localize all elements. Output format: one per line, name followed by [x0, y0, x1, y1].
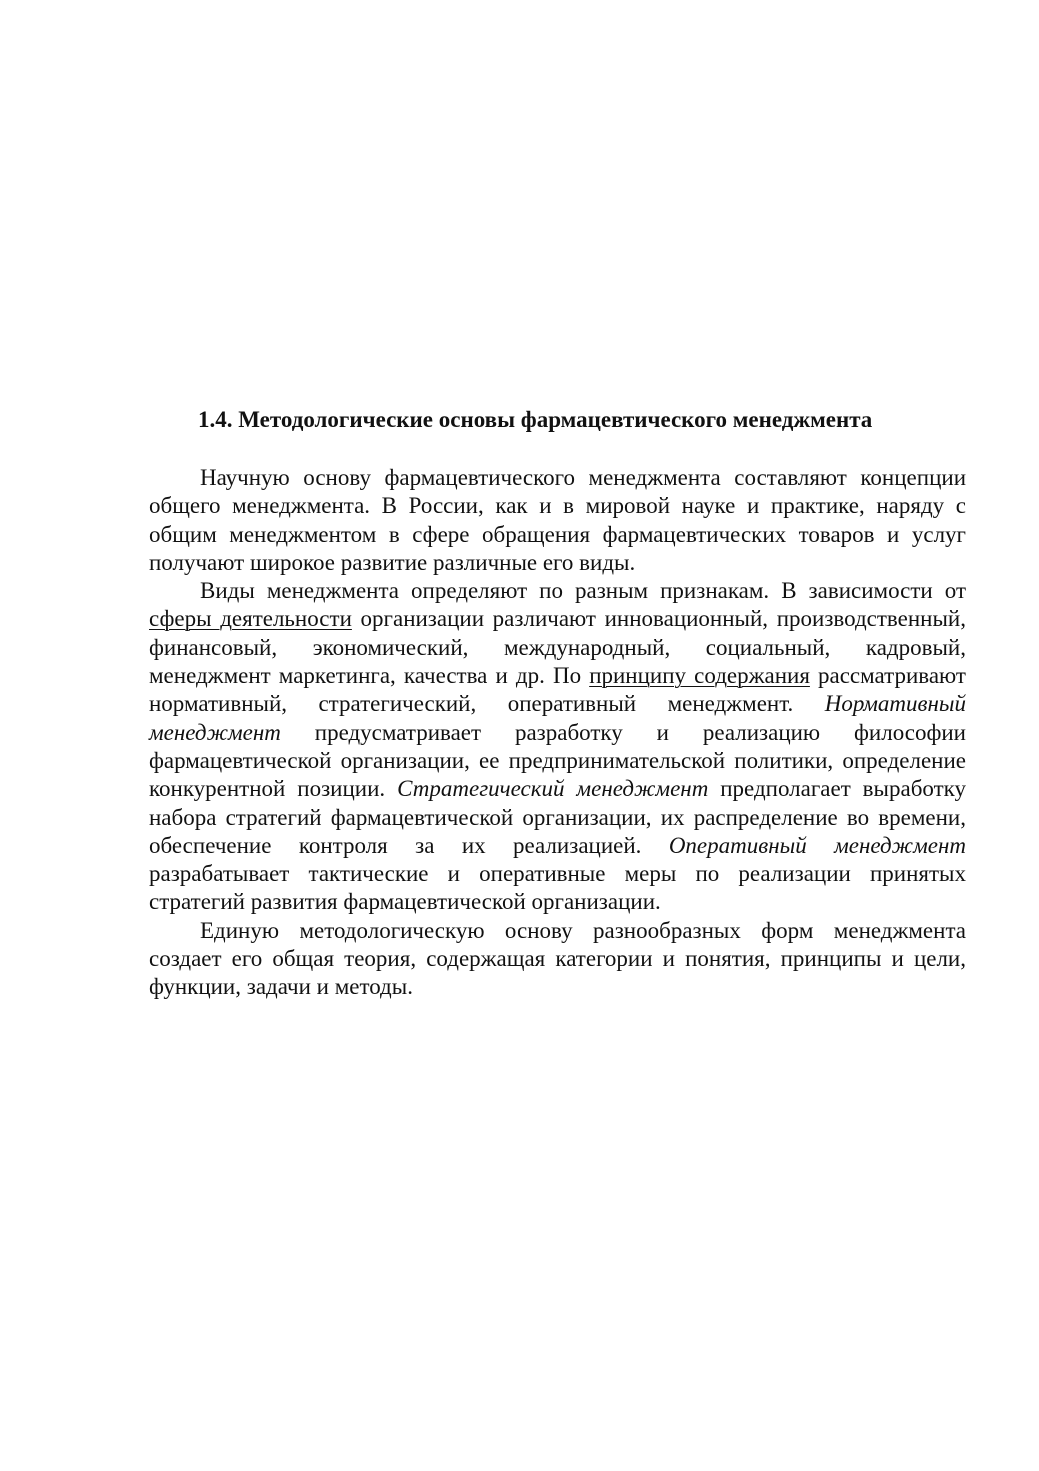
italic-term-strategic-management: Стратегический менеджмент: [397, 776, 709, 802]
paragraph-2: [149, 577, 966, 917]
paragraph-2-text-2: организации различают инновационный, производственный, финансовый, экономический, международный, социальный, кадровый, менеджмент маркетинга, качества и др. По: [149, 606, 966, 689]
section-body: [149, 404, 966, 1002]
paragraph-2-text-4: предусматривает разработку и реализацию философии фармацевтической организации, ее предпринимательской политики, определение конкурентной позиции.: [149, 719, 966, 802]
paragraph-2-text-5: предполагает выработку набора стратегий фармацевтической организации, их распределение во времени, обеспечение контроля за их реализацией.: [149, 776, 966, 858]
italic-term-normative-management: Нормативный менеджмент: [149, 691, 966, 745]
paragraph-2-text-1: Виды менеджмента определяют по разным признакам. В зависимости от: [200, 578, 966, 604]
paragraph-2-text-6: разрабатывает тактические и оперативные меры по реализации принятых стратегий развития фармацевтической организации.: [149, 861, 966, 915]
paragraph-3: Единую методологическую основу разнообразных форм менеджмента создает его общая теория, содержащая категории и понятия, принципы и цели, функции, задачи и методы.: [149, 917, 966, 1000]
underlined-term-activity-sphere: сферы деятельности: [149, 606, 352, 632]
underlined-term-content-principle: принципу содержания: [589, 663, 810, 689]
paragraph-1: Научную основу фармацевтического менеджмента составляют концепции общего менеджмента. В России, как и в мировой науке и практике, наряду с общим менеджментом в сфере обращения фармацевтических товаров и услуг получают широкое развитие различные его виды.: [149, 465, 966, 575]
section-heading: 1.4. Методологические основы фармацевтического менеджмента: [198, 407, 873, 432]
italic-term-operative-management: Оперативный менеджмент: [668, 832, 966, 858]
paragraph-2-text-3: рассматривают нормативный, стратегический, оперативный менеджмент.: [149, 663, 966, 717]
